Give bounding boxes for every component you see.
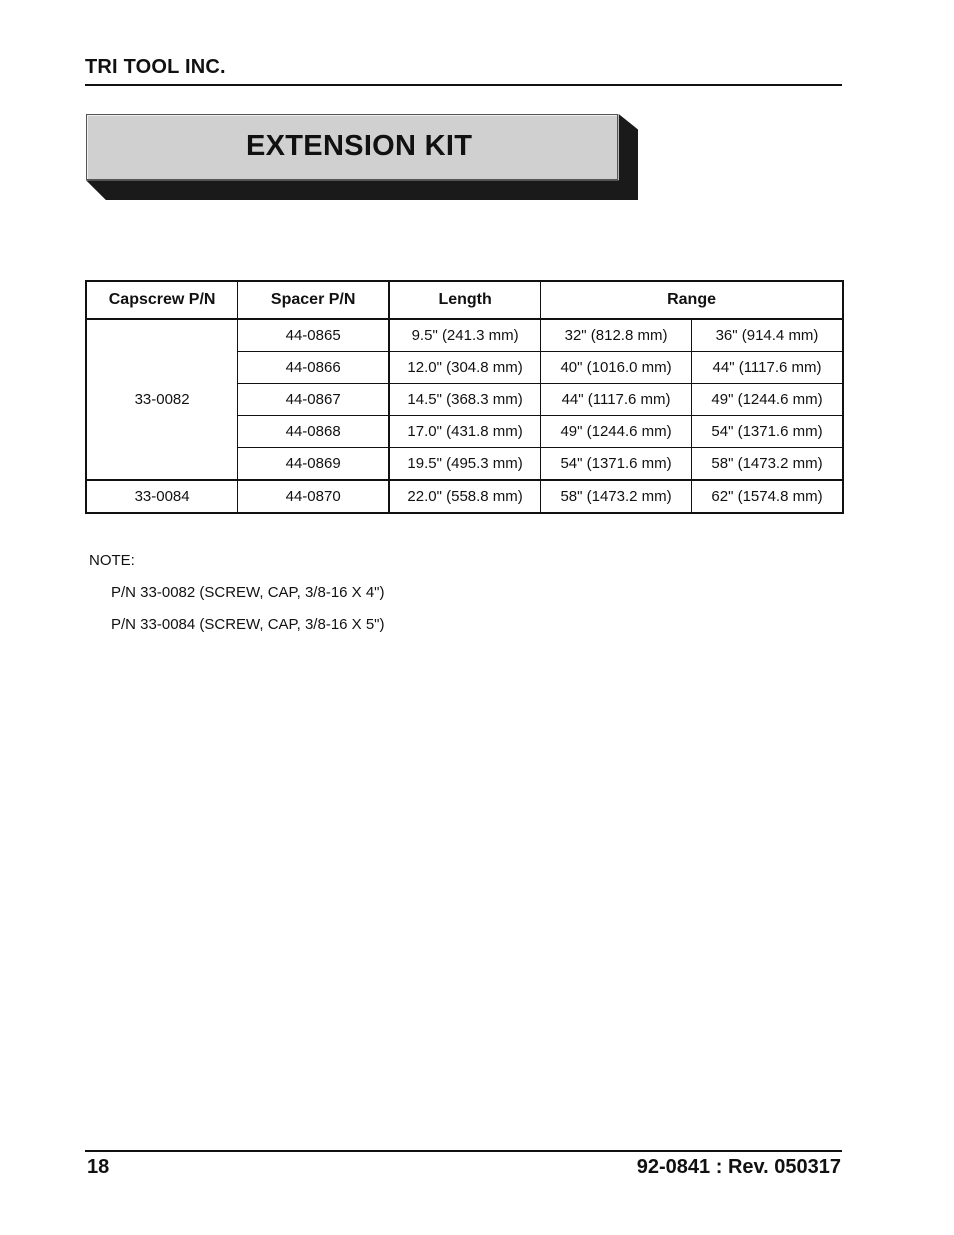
table-row [86, 480, 843, 513]
spacer-cell: 44-0870 [238, 480, 389, 513]
page-number: 18 [87, 1156, 110, 1178]
length-cell: 22.0" (558.8 mm) [389, 480, 540, 513]
extension-kit-table [85, 280, 844, 514]
length-cell: 9.5" (241.3 mm) [389, 319, 540, 352]
range-max-cell: 36" (914.4 mm) [692, 319, 843, 352]
spacer-cell: 44-0865 [238, 319, 389, 352]
header-capscrew: Capscrew P/N [86, 281, 238, 319]
range-min-cell: 44" (1117.6 mm) [541, 384, 692, 416]
length-cell: 14.5" (368.3 mm) [389, 384, 540, 416]
length-cell: 12.0" (304.8 mm) [389, 352, 540, 384]
spacer-cell: 44-0868 [238, 416, 389, 448]
company-name: TRI TOOL INC. [85, 56, 226, 78]
range-max-cell: 62" (1574.8 mm) [692, 480, 843, 513]
range-max-cell: 54" (1371.6 mm) [692, 416, 843, 448]
length-cell: 19.5" (495.3 mm) [389, 448, 540, 481]
capscrew-cell: 33-0082 [86, 319, 238, 480]
header-range: Range [541, 281, 843, 319]
table-header-row [86, 281, 843, 319]
range-min-cell: 49" (1244.6 mm) [541, 416, 692, 448]
range-min-cell: 32" (812.8 mm) [541, 319, 692, 352]
range-max-cell: 58" (1473.2 mm) [692, 448, 843, 481]
spacer-cell: 44-0866 [238, 352, 389, 384]
spacer-cell: 44-0869 [238, 448, 389, 481]
document-revision: 92-0841 : Rev. 050317 [636, 1156, 841, 1178]
spacer-cell: 44-0867 [238, 384, 389, 416]
note-line: P/N 33-0084 (SCREW, CAP, 3/8-16 X 5") [111, 616, 385, 633]
header-rule [85, 84, 842, 86]
page-title: EXTENSION KIT [246, 130, 473, 162]
length-cell: 17.0" (431.8 mm) [389, 416, 540, 448]
header-length: Length [389, 281, 540, 319]
note-line: P/N 33-0082 (SCREW, CAP, 3/8-16 X 4") [111, 584, 385, 601]
range-min-cell: 58" (1473.2 mm) [541, 480, 692, 513]
footer-rule [85, 1150, 842, 1152]
range-min-cell: 54" (1371.6 mm) [541, 448, 692, 481]
notes-section [89, 545, 385, 641]
notes-heading: NOTE: [89, 552, 135, 569]
capscrew-cell: 33-0084 [86, 480, 238, 513]
table-row [86, 319, 843, 352]
range-min-cell: 40" (1016.0 mm) [541, 352, 692, 384]
range-max-cell: 49" (1244.6 mm) [692, 384, 843, 416]
header-spacer: Spacer P/N [238, 281, 389, 319]
range-max-cell: 44" (1117.6 mm) [692, 352, 843, 384]
